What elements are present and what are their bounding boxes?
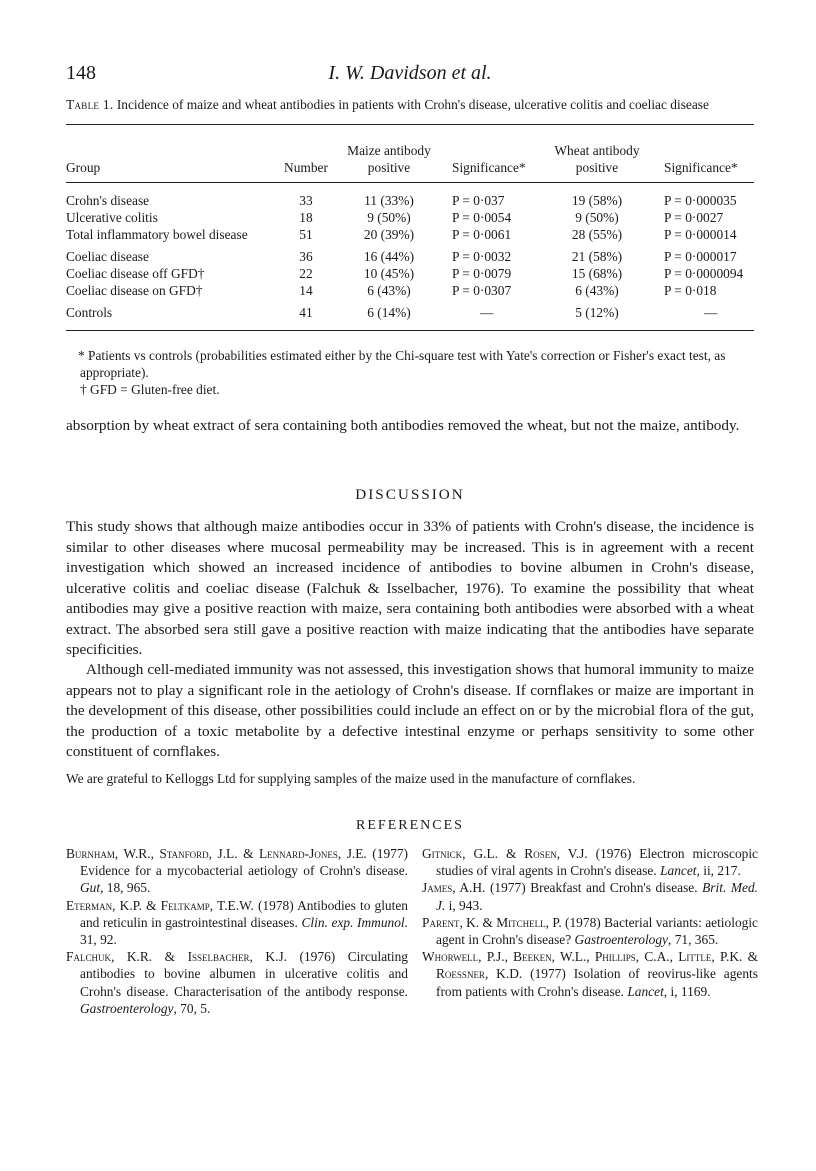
cell-wheat: 19 (58%) xyxy=(571,193,623,208)
cell-wheat: 9 (50%) xyxy=(575,210,619,225)
cell-group: Ulcerative colitis xyxy=(66,210,158,225)
references-heading: REFERENCES xyxy=(356,818,464,833)
cell-significance-maize: P = 0·0307 xyxy=(452,283,512,298)
cell-wheat: 28 (55%) xyxy=(571,227,623,242)
running-title: I. W. Davidson et al. xyxy=(328,62,492,84)
page-number: 148 xyxy=(66,62,96,84)
header-maize-line2: positive xyxy=(367,160,411,175)
table-footnote-gfd: † GFD = Gluten-free diet. xyxy=(80,382,220,397)
table-caption-text: Incidence of maize and wheat antibodies in patients with Crohn's disease, ulcerative colitis and coeliac disease xyxy=(113,97,709,112)
table-label: Table 1. xyxy=(66,97,114,112)
reference-item: James, A.H. (1977) Breakfast and Crohn's disease. Brit. Med. J. i, 943. xyxy=(422,880,758,913)
discussion-heading: DISCUSSION xyxy=(355,486,465,503)
table-header-rule xyxy=(66,182,754,183)
cell-group: Crohn's disease xyxy=(66,193,150,208)
cell-significance-maize: P = 0·0032 xyxy=(452,249,512,264)
references-right-column xyxy=(422,845,758,1000)
cell-significance-wheat: P = 0·000035 xyxy=(664,193,737,208)
table-top-rule xyxy=(66,124,754,125)
cell-group: Coeliac disease on GFD† xyxy=(66,283,203,298)
cell-group: Controls xyxy=(66,305,113,320)
table-bottom-rule xyxy=(66,330,754,331)
header-wheat-line1: Wheat antibody xyxy=(554,143,640,158)
cell-maize: 20 (39%) xyxy=(363,227,415,242)
header-group: Group xyxy=(66,160,101,175)
reference-item: Parent, K. & Mitchell, P. (1978) Bacterial variants: aetiologic agent in Crohn's disease? Gastroenterology, 71, 365. xyxy=(422,914,758,948)
continuation-paragraph: absorption by wheat extract of sera containing both antibodies removed the wheat, but not the maize, antibody. xyxy=(66,417,740,434)
cell-significance-maize: P = 0·0079 xyxy=(452,266,512,281)
journal-page xyxy=(66,0,758,1171)
cell-wheat: 6 (43%) xyxy=(575,283,619,298)
cell-number: 18 xyxy=(299,210,313,225)
table-caption xyxy=(66,97,766,113)
cell-significance-maize: P = 0·037 xyxy=(452,193,505,208)
cell-significance-wheat: — xyxy=(704,305,718,320)
cell-group: Total inflammatory bowel disease xyxy=(66,227,248,242)
header-maize-line1: Maize antibody xyxy=(347,143,431,158)
cell-significance-maize: P = 0·0054 xyxy=(452,210,512,225)
discussion-paragraph-2: Although cell-mediated immunity was not assessed, this investigation shows that humoral immunity to maize appears not to play a significant role in the aetiology of Crohn's disease. If cornflakes or maize are important in the development of this disease, other possibilities could include an effect on or by the microbial flora of the gut, the production of a toxic metabolite by a defective intestinal enzyme or perhaps sensitivity to some other constituent of cornflakes. xyxy=(66,661,754,760)
cell-number: 41 xyxy=(299,305,313,320)
acknowledgement: We are grateful to Kelloggs Ltd for supplying samples of the maize used in the manufacture of cornflakes. xyxy=(66,771,636,786)
cell-number: 33 xyxy=(299,193,313,208)
cell-significance-maize: P = 0·0061 xyxy=(452,227,512,242)
cell-number: 36 xyxy=(299,249,313,264)
cell-wheat: 5 (12%) xyxy=(575,305,619,320)
cell-number: 14 xyxy=(299,283,313,298)
references-left-column xyxy=(66,845,408,1017)
cell-maize: 6 (14%) xyxy=(367,305,411,320)
header-significance-wheat: Significance* xyxy=(664,160,738,175)
cell-group: Coeliac disease off GFD† xyxy=(66,266,205,281)
cell-maize: 6 (43%) xyxy=(367,283,411,298)
reference-item: Eterman, K.P. & Feltkamp, T.E.W. (1978) Antibodies to gluten and reticulin in gastrointestinal diseases. Clin. exp. Immunol. 31, 92. xyxy=(66,897,408,948)
header-wheat-line2: positive xyxy=(575,160,619,175)
table-footnote-significance: * Patients vs controls (probabilities estimated either by the Chi-square test with Yate's correction or Fisher's exact test, as appropriate). xyxy=(78,348,726,380)
cell-significance-wheat: P = 0·000014 xyxy=(664,227,737,242)
cell-significance-wheat: P = 0·000017 xyxy=(664,249,737,264)
cell-wheat: 21 (58%) xyxy=(571,249,623,264)
cell-significance-maize: — xyxy=(480,305,494,320)
cell-maize: 11 (33%) xyxy=(364,193,414,208)
cell-group: Coeliac disease xyxy=(66,249,149,264)
cell-number: 22 xyxy=(299,266,313,281)
reference-item: Falchuk, K.R. & Isselbacher, K.J. (1976) Circulating antibodies to bovine albumen in ulcerative colitis and Crohn's disease. Characterisation of the antibody response. Gastroenterology, 70, 5. xyxy=(66,949,408,1016)
header-number: Number xyxy=(284,160,328,175)
cell-significance-wheat: P = 0·0000094 xyxy=(664,266,744,281)
cell-significance-wheat: P = 0·0027 xyxy=(664,210,724,225)
cell-number: 51 xyxy=(299,227,313,242)
reference-item: Gitnick, G.L. & Rosen, V.J. (1976) Electron microscopic studies of viral agents in Crohn's disease. Lancet, ii, 217. xyxy=(422,846,758,879)
reference-item: Whorwell, P.J., Beeken, W.L., Phillips, C.A., Little, P.K. & Roessner, K.D. (1977) Isolation of reovirus-like agents from patients with Crohn's disease. Lancet, i, 1169. xyxy=(422,949,758,999)
running-head xyxy=(66,62,754,92)
cell-wheat: 15 (68%) xyxy=(571,266,623,281)
cell-maize: 16 (44%) xyxy=(363,249,415,264)
reference-item: Burnham, W.R., Stanford, J.L. & Lennard-Jones, J.E. (1977) Evidence for a mycobacterial aetiology of Crohn's disease. Gut, 18, 965. xyxy=(66,846,408,896)
cell-significance-wheat: P = 0·018 xyxy=(664,283,717,298)
discussion-paragraph-1: This study shows that although maize antibodies occur in 33% of patients with Crohn's disease, the incidence is similar to other diseases where mucosal permeability may be increased. This is in agreement with a recent investigation which showed an increased incidence of antibodies to bovine albumen in Crohn's disease, ulcerative colitis and coeliac disease (Falchuk & Isselbacher, 1976). To examine the possibility that wheat antibodies may give a positive reaction with maize, sera containing both antibodies were absorbed with a wheat extract. The absorbed sera still gave a positive reaction with maize indicating that the antibodies have separate specificities. xyxy=(66,518,754,658)
header-significance-maize: Significance* xyxy=(452,160,526,175)
cell-maize: 9 (50%) xyxy=(367,210,411,225)
cell-maize: 10 (45%) xyxy=(363,266,415,281)
